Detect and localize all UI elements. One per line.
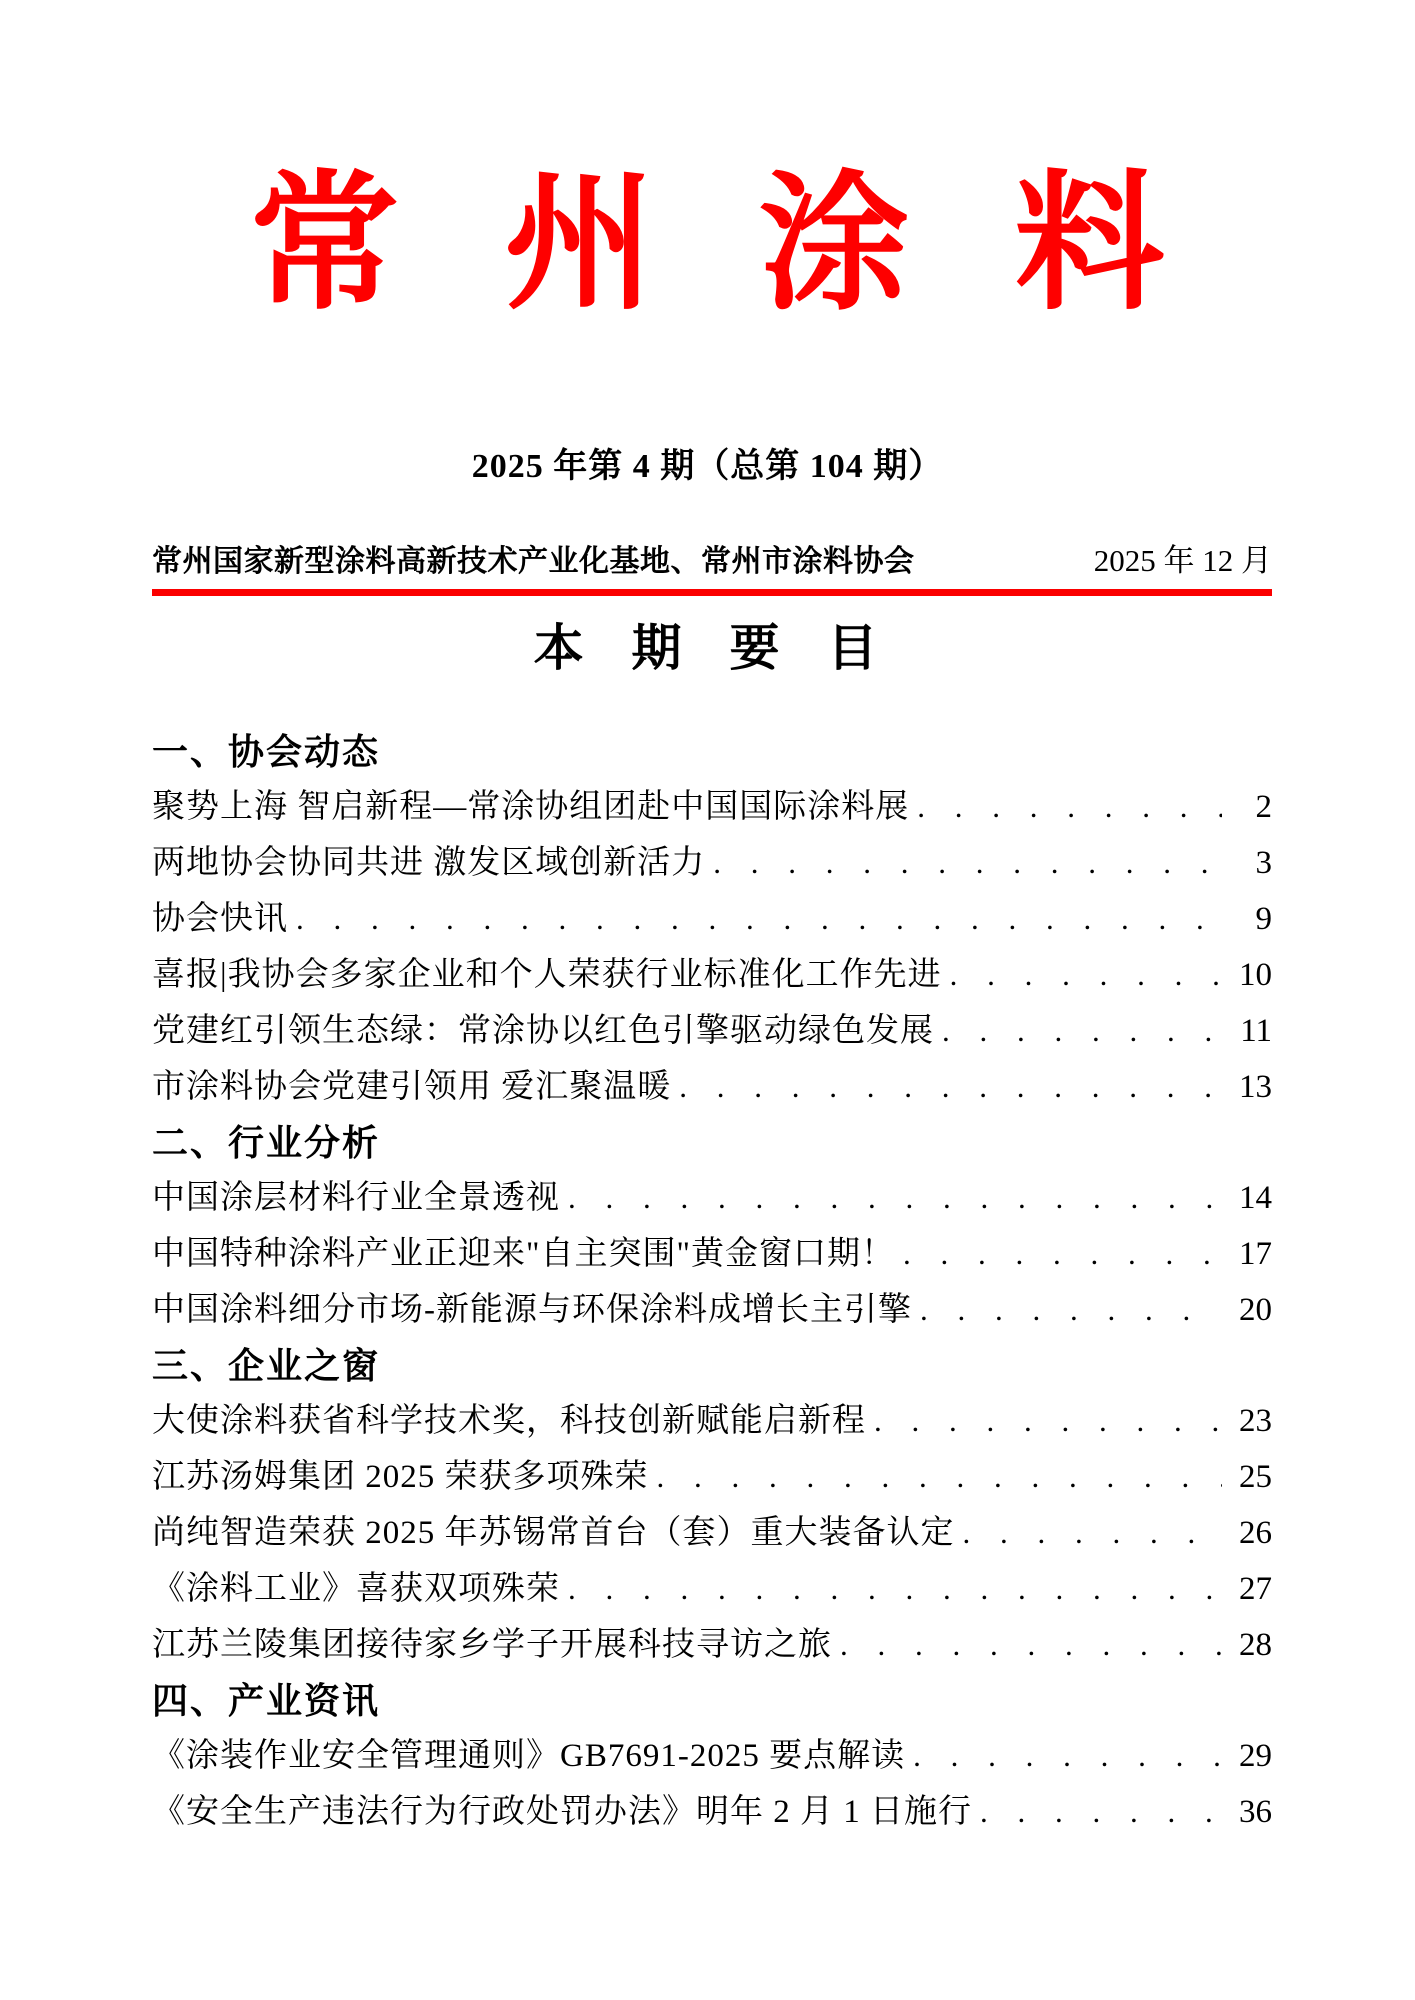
toc-dot-leader	[568, 1561, 1222, 1617]
publisher-name: 常州国家新型涂料高新技术产业化基地、常州市涂料协会	[152, 545, 915, 578]
toc-page-number: 26	[1239, 1515, 1272, 1551]
toc-dot-leader	[840, 1617, 1222, 1673]
toc-item	[152, 1728, 1272, 1784]
toc-dot-leader	[568, 1170, 1222, 1226]
toc-dot-leader	[942, 1003, 1222, 1059]
toc-dot-leader	[903, 1226, 1222, 1282]
toc-page-number: 23	[1239, 1403, 1272, 1439]
toc-item-title: 喜报|我协会多家企业和个人荣获行业标准化工作先进	[152, 957, 942, 993]
toc-page-number: 11	[1240, 1013, 1272, 1049]
toc-page-number: 25	[1239, 1459, 1272, 1495]
toc-dot-leader	[874, 1393, 1222, 1449]
toc-item	[152, 947, 1272, 1003]
toc-page-number: 28	[1239, 1627, 1272, 1663]
toc-item-title: 尚纯智造荣获 2025 年苏锡常首台（套）重大装备认定	[152, 1515, 955, 1551]
toc-item-title: 市涂料协会党建引领用 爱汇聚温暖	[152, 1069, 672, 1105]
toc-item	[152, 1170, 1272, 1226]
issue-line: 2025 年第 4 期（总第 104 期）	[471, 448, 944, 485]
toc-item-title: 聚势上海 智启新程—常涂协组团赴中国国际涂料展	[152, 789, 910, 825]
toc-item-title: 中国涂层材料行业全景透视	[152, 1180, 560, 1216]
toc-item-title: 党建红引领生态绿：常涂协以红色引擎驱动绿色发展	[152, 1013, 934, 1049]
toc-item	[152, 1784, 1272, 1840]
toc-item-title: 中国涂料细分市场-新能源与环保涂料成增长主引擎	[152, 1292, 912, 1328]
toc-section-heading-2: 二、行业分析	[152, 1122, 381, 1163]
toc-item	[152, 1561, 1272, 1617]
toc-item	[152, 1003, 1272, 1059]
publisher-row	[152, 540, 1272, 583]
contents-heading: 本 期 要 目	[533, 620, 882, 676]
toc-item	[152, 1505, 1272, 1561]
toc-page-number: 20	[1239, 1292, 1272, 1328]
toc-item	[152, 779, 1272, 835]
toc-item-title: 两地协会协同共进 激发区域创新活力	[152, 845, 706, 881]
toc-item-title: 《安全生产违法行为行政处罚办法》明年 2 月 1 日施行	[152, 1794, 972, 1830]
toc-page-number: 9	[1255, 901, 1272, 937]
toc-page-number: 27	[1239, 1571, 1272, 1607]
toc-item	[152, 1617, 1272, 1673]
toc-item-title: 《涂料工业》喜获双项殊荣	[152, 1571, 560, 1607]
toc-page-number: 17	[1239, 1236, 1272, 1272]
toc-item-title: 协会快讯	[152, 901, 288, 937]
toc-dot-leader	[713, 835, 1222, 891]
toc-section-heading-1: 一、协会动态	[152, 731, 381, 772]
toc-dot-leader	[980, 1784, 1222, 1840]
toc-page-number: 2	[1255, 789, 1272, 825]
toc-item-title: 《涂装作业安全管理通则》GB7691-2025 要点解读	[152, 1738, 906, 1774]
publish-date: 2025 年 12 月	[1093, 543, 1272, 578]
toc-dot-leader	[920, 1282, 1222, 1338]
masthead-rule	[152, 589, 1272, 596]
toc-item	[152, 891, 1272, 947]
toc-page-number: 3	[1255, 845, 1272, 881]
toc-item-title: 大使涂料获省科学技术奖，科技创新赋能启新程	[152, 1403, 866, 1439]
toc-page-number: 29	[1239, 1738, 1272, 1774]
newsletter-title: 常州涂料	[249, 162, 1270, 328]
toc-dot-leader	[917, 779, 1222, 835]
toc-item	[152, 1393, 1272, 1449]
toc-item	[152, 1449, 1272, 1505]
toc-item	[152, 835, 1272, 891]
toc-page-number: 36	[1239, 1794, 1272, 1830]
toc-item	[152, 1226, 1272, 1282]
toc-dot-leader	[950, 947, 1222, 1003]
toc-item-title: 江苏汤姆集团 2025 荣获多项殊荣	[152, 1459, 649, 1495]
toc-page-number: 13	[1239, 1069, 1272, 1105]
table-of-contents	[152, 724, 1272, 1840]
toc-dot-leader	[296, 891, 1222, 947]
toc-dot-leader	[657, 1449, 1223, 1505]
toc-item-title: 中国特种涂料产业正迎来"自主突围"黄金窗口期！	[152, 1236, 895, 1272]
toc-dot-leader	[679, 1059, 1222, 1115]
toc-section-heading-4: 四、产业资讯	[152, 1680, 381, 1721]
toc-dot-leader	[963, 1505, 1223, 1561]
toc-item	[152, 1282, 1272, 1338]
toc-page-number: 14	[1239, 1180, 1272, 1216]
toc-section-heading-3: 三、企业之窗	[152, 1345, 381, 1386]
toc-item-title: 江苏兰陵集团接待家乡学子开展科技寻访之旅	[152, 1627, 832, 1663]
toc-page-number: 10	[1239, 957, 1272, 993]
toc-dot-leader	[913, 1728, 1222, 1784]
toc-item	[152, 1059, 1272, 1115]
